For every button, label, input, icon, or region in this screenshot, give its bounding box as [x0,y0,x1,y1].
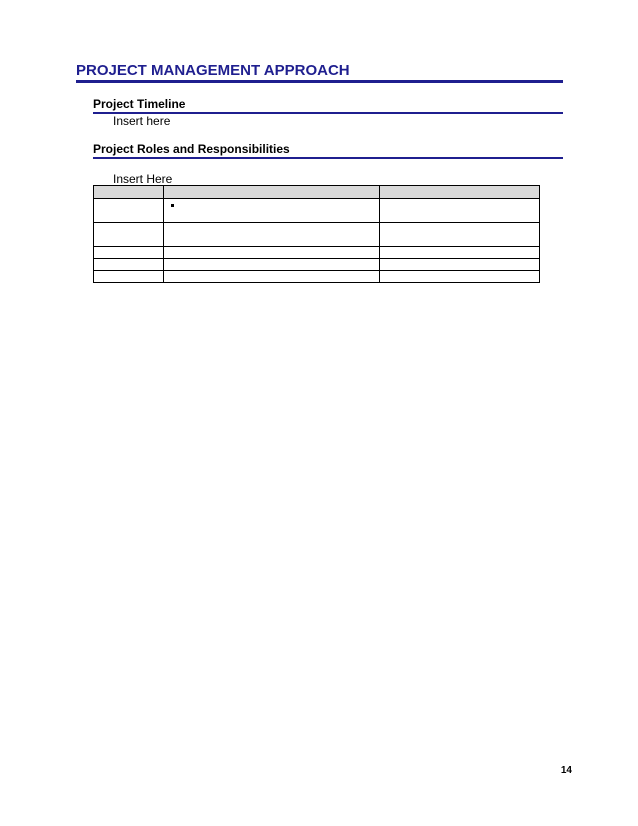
table-cell [164,223,379,247]
table-cell [94,259,164,271]
square-bullet-icon [171,204,174,207]
table-row [94,199,540,223]
table-row [94,247,540,259]
section-body-roles-responsibilities: Insert Here [113,172,173,186]
table-cell [164,247,379,259]
table-row [94,259,540,271]
table-row [94,271,540,283]
table-header-row [94,186,540,199]
table-cell [379,259,539,271]
table-cell [94,271,164,283]
table-header-cell [94,186,164,199]
table-cell [164,271,379,283]
table-header-cell [164,186,379,199]
table-header-cell [379,186,539,199]
section-body-project-timeline: Insert here [113,114,171,128]
page-title: PROJECT MANAGEMENT APPROACH [76,62,563,83]
table-cell-bulleted [164,199,379,223]
section-heading-roles-responsibilities: Project Roles and Responsibilities [93,142,563,159]
table-cell [379,199,539,223]
table-cell [164,259,379,271]
table-cell [379,271,539,283]
table-cell [379,223,539,247]
section-heading-project-timeline: Project Timeline [93,97,563,114]
table-cell [94,223,164,247]
table-row [94,223,540,247]
table-cell [94,247,164,259]
page-number: 14 [560,765,572,776]
table-cell [94,199,164,223]
table-cell [379,247,539,259]
roles-table [93,185,540,283]
